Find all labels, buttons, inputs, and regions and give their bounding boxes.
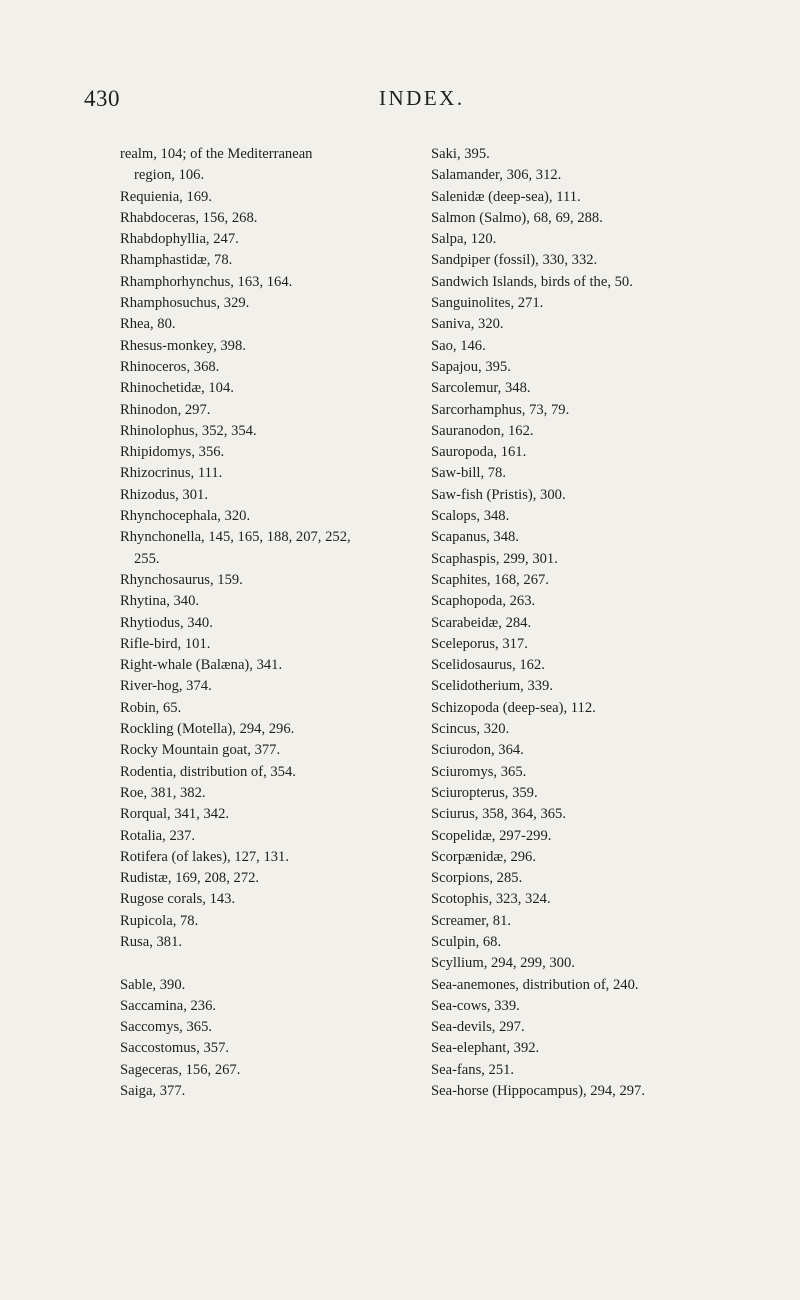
index-entry: Saw-bill, 78. xyxy=(431,465,506,482)
index-entry: Rhamphastidæ, 78. xyxy=(120,252,233,269)
index-entry: Screamer, 81. xyxy=(431,912,512,929)
index-entry: Sapajou, 395. xyxy=(431,358,511,375)
index-entry: Rockling (Motella), 294, 296. xyxy=(120,721,295,738)
index-entry: Rhizodus, 301. xyxy=(120,486,208,503)
index-entry: Rodentia, distribution of, 354. xyxy=(120,763,296,780)
index-entry: Rusa, 381. xyxy=(120,933,183,950)
index-entry: Scaphopoda, 263. xyxy=(431,593,536,610)
index-entry: Salmon (Salmo), 68, 69, 288. xyxy=(431,209,603,226)
index-entry: Sceleporus, 317. xyxy=(431,635,528,652)
index-entry: Sciurus, 358, 364, 365. xyxy=(431,806,566,823)
index-entry: Scincus, 320. xyxy=(431,721,510,738)
index-entry: Sarcorhamphus, 73, 79. xyxy=(431,401,570,418)
index-entry: Sauropoda, 161. xyxy=(431,444,527,461)
running-title: INDEX. xyxy=(379,86,465,110)
index-entry: Sao, 146. xyxy=(431,337,486,354)
index-entry: Robin, 65. xyxy=(120,699,182,716)
index-entry: Scopelidæ, 297-299. xyxy=(431,827,552,844)
index-entry: Requienia, 169. xyxy=(120,188,213,205)
index-entry: Rhesus-monkey, 398. xyxy=(120,337,246,354)
page-number: 430 xyxy=(84,86,120,111)
index-entry: Rugose corals, 143. xyxy=(120,891,236,908)
index-entry: Rudistæ, 169, 208, 272. xyxy=(120,870,260,887)
index-entry: Rhea, 80. xyxy=(120,316,176,333)
index-entry: Rotifera (of lakes), 127, 131. xyxy=(120,848,289,865)
index-entry: Rhynchosaurus, 159. xyxy=(120,571,243,588)
index-entry: Rhamphorhynchus, 163, 164. xyxy=(120,273,293,290)
index-entry: Scorpænidæ, 296. xyxy=(431,848,536,865)
index-entry: Scalops, 348. xyxy=(431,508,510,525)
index-entry: Sarcolemur, 348. xyxy=(431,380,531,397)
index-entry: Rhytiodus, 340. xyxy=(120,614,213,631)
index-entry: Rhamphosuchus, 329. xyxy=(120,295,250,312)
index-entry: Scelidosaurus, 162. xyxy=(431,657,545,674)
index-entry: Rhinochetidæ, 104. xyxy=(120,380,234,397)
index-entry: Sandpiper (fossil), 330, 332. xyxy=(431,252,598,269)
index-entry: Sable, 390. xyxy=(120,976,186,993)
index-entry: Sandwich Islands, birds of the, 50. xyxy=(431,273,633,290)
index-entry: Sea-horse (Hippocampus), 294, 297. xyxy=(431,1083,645,1100)
index-entry: Scaphites, 168, 267. xyxy=(431,571,549,588)
index-entry: Sea-cows, 339. xyxy=(431,997,520,1014)
index-entry: Salenidæ (deep-sea), 111. xyxy=(431,188,581,205)
index-entry: 255. xyxy=(134,550,160,567)
index-entry: Salamander, 306, 312. xyxy=(431,167,562,184)
index-entry: Sanguinolites, 271. xyxy=(431,295,544,312)
index-entry: Scaphaspis, 299, 301. xyxy=(431,550,558,567)
index-entry: Sageceras, 156, 267. xyxy=(120,1061,241,1078)
index-entry: Saniva, 320. xyxy=(431,316,504,333)
index-entry: Rotalia, 237. xyxy=(120,827,195,844)
index-entry: Rhizocrinus, 111. xyxy=(120,465,223,482)
index-entry: Sauranodon, 162. xyxy=(431,422,534,439)
index-entry: Saw-fish (Pristis), 300. xyxy=(431,486,566,503)
index-entry: Roe, 381, 382. xyxy=(120,784,206,801)
index-entry: Scorpions, 285. xyxy=(431,870,523,887)
index-entry: Scapanus, 348. xyxy=(431,529,519,546)
index-entry: Sea-anemones, distribution of, 240. xyxy=(431,976,639,993)
index-entry: Saiga, 377. xyxy=(120,1083,186,1100)
index-entry: Sciuromys, 365. xyxy=(431,763,527,780)
index-column-left xyxy=(120,144,420,1102)
index-entry: Rifle-bird, 101. xyxy=(120,635,211,652)
index-entry: Rhynchocephala, 320. xyxy=(120,508,251,525)
index-entry: region, 106. xyxy=(134,167,205,184)
index-entry: Scyllium, 294, 299, 300. xyxy=(431,955,575,972)
index-entry: Rocky Mountain goat, 377. xyxy=(120,742,281,759)
index-entry: realm, 104; of the Mediterranean xyxy=(120,146,313,162)
index-entry: Sciuropterus, 359. xyxy=(431,784,538,801)
index-entry: Rhabdophyllia, 247. xyxy=(120,231,239,248)
index-entry: Rhynchonella, 145, 165, 188, 207, 252, xyxy=(120,529,351,546)
index-entry: Sea-elephant, 392. xyxy=(431,1040,540,1057)
index-entry: Right-whale (Balæna), 341. xyxy=(120,657,283,674)
index-entry: Rhipidomys, 356. xyxy=(120,444,225,461)
index-entry: Saki, 395. xyxy=(431,146,490,162)
index-entry: Salpa, 120. xyxy=(431,231,497,248)
index-entry: Rorqual, 341, 342. xyxy=(120,806,230,823)
index-entry: River-hog, 374. xyxy=(120,678,212,695)
index-entry: Sciurodon, 364. xyxy=(431,742,524,759)
index-entry: Saccomys, 365. xyxy=(120,1019,213,1036)
index-entry: Schizopoda (deep-sea), 112. xyxy=(431,699,596,716)
index-entry: Saccamina, 236. xyxy=(120,997,217,1014)
index-entry: Scarabeidæ, 284. xyxy=(431,614,532,631)
index-entry: Sea-fans, 251. xyxy=(431,1061,515,1078)
index-entry: Scotophis, 323, 324. xyxy=(431,891,551,908)
index-entry: Rhinolophus, 352, 354. xyxy=(120,422,257,439)
index-entry: Rhinoceros, 368. xyxy=(120,358,220,375)
index-entry: Sea-devils, 297. xyxy=(431,1019,525,1036)
index-entry: Rhinodon, 297. xyxy=(120,401,211,418)
page-header xyxy=(0,86,800,116)
index-entry: Rhytina, 340. xyxy=(120,593,200,610)
index-entry: Rhabdoceras, 156, 268. xyxy=(120,209,258,226)
index-entry: Scelidotherium, 339. xyxy=(431,678,554,695)
index-entry: Saccostomus, 357. xyxy=(120,1040,230,1057)
index-entry: Sculpin, 68. xyxy=(431,933,502,950)
index-entry: Rupicola, 78. xyxy=(120,912,199,929)
index-column-right xyxy=(431,144,776,1102)
